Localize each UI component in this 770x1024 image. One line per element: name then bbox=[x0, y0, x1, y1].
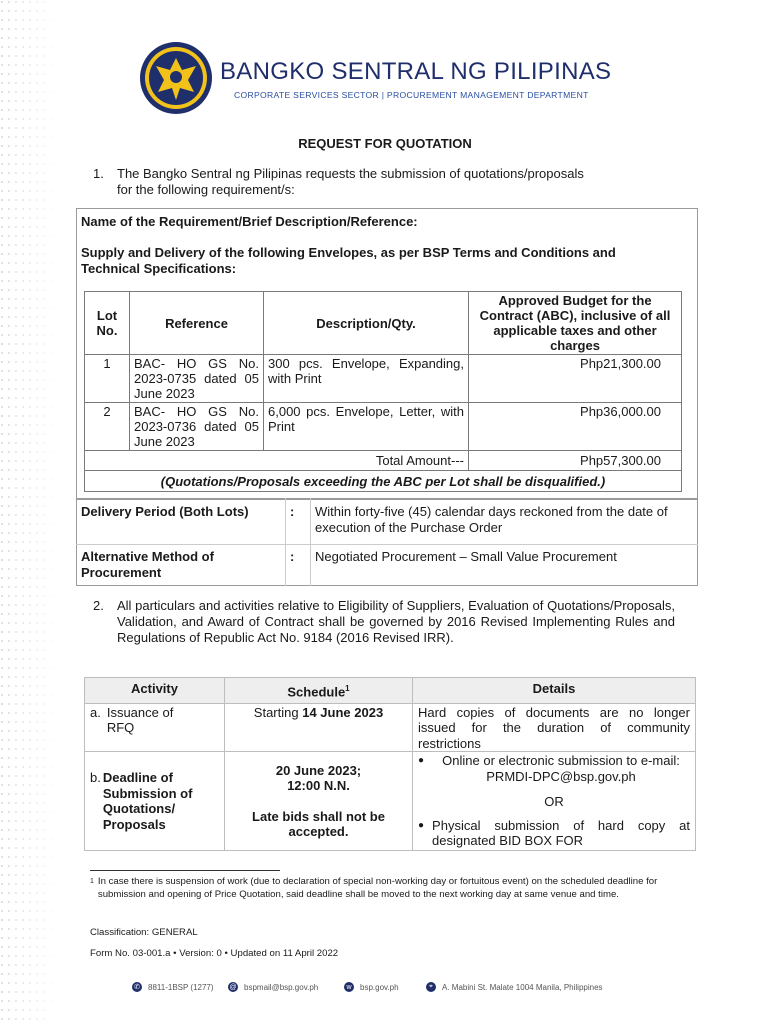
activity-cell bbox=[85, 752, 225, 851]
footer-web-text[interactable]: bsp.gov.ph bbox=[360, 982, 399, 992]
reference-cell: BAC- HO GS No. 2023-0735 dated 05 June 2023 bbox=[130, 355, 264, 403]
lot-number: 2 bbox=[85, 403, 130, 451]
delivery-row bbox=[77, 499, 698, 545]
footer-email-text[interactable]: bspmail@bsp.gov.ph bbox=[244, 982, 319, 992]
lot-table bbox=[84, 291, 682, 492]
table-row bbox=[85, 752, 696, 851]
phone-icon: ✆ bbox=[132, 982, 142, 992]
table-row bbox=[85, 703, 696, 752]
online-submission: Online or electronic submission to e-mail: PRMDI-DPC@bsp.gov.ph bbox=[442, 753, 680, 784]
item2-number: 2. bbox=[93, 598, 104, 613]
schedule-header bbox=[85, 678, 696, 704]
note-row bbox=[85, 471, 682, 492]
bullet-icon: ● bbox=[418, 755, 425, 767]
email-icon: @ bbox=[229, 983, 237, 991]
method-value: Negotiated Procurement – Small Value Procurement bbox=[315, 549, 617, 564]
bsp-eagle-seal-icon bbox=[138, 40, 214, 116]
activity-text: Issuance of RFQ bbox=[106, 704, 174, 736]
schedule-cell bbox=[225, 703, 413, 752]
col-schedule bbox=[225, 678, 413, 704]
form-info: Form No. 03-001.a • Version: 0 • Updated on 11 April 2022 bbox=[90, 948, 339, 959]
col-activity: Activity bbox=[85, 678, 225, 704]
item1-number: 1. bbox=[93, 166, 104, 181]
footer-address-text: A. Mabini St. Malate 1004 Manila, Philippines bbox=[442, 982, 603, 992]
footnote-text: In case there is suspension of work (due to declaration of special non-working day or fortuitous event) on the scheduled deadline for submission and opening of Price Quotation, said deadline shall be moved to the next working day at same venue and time. bbox=[97, 876, 658, 900]
method-label: Alternative Method of Procurement bbox=[77, 545, 286, 586]
schedule-table bbox=[84, 677, 696, 851]
description-cell: 300 pcs. Envelope, Expanding, with Print bbox=[264, 355, 469, 403]
classification: Classification: GENERAL bbox=[90, 927, 198, 938]
footnote-ref: 1 bbox=[345, 684, 350, 693]
footer-phone-text: 8811-1BSP (1277) bbox=[148, 982, 214, 992]
activity-prefix: a. bbox=[90, 704, 101, 720]
col-description: Description/Qty. bbox=[264, 292, 469, 355]
details-cell bbox=[413, 752, 696, 851]
terms-table bbox=[76, 498, 698, 586]
total-row bbox=[85, 451, 682, 471]
supply-line1: Supply and Delivery of the following Envelopes, as per BSP Terms and Conditions and bbox=[81, 245, 616, 260]
abc-note: (Quotations/Proposals exceeding the ABC per Lot shall be disqualified.) bbox=[85, 471, 682, 492]
activity-text: Deadline of Submission of Quotations/ Proposals bbox=[102, 770, 193, 832]
description-cell: 6,000 pcs. Envelope, Letter, with Print bbox=[264, 403, 469, 451]
schedule-cell bbox=[225, 752, 413, 851]
method-colon: : bbox=[286, 545, 311, 586]
activity-cell bbox=[85, 703, 225, 752]
footer-web[interactable] bbox=[344, 982, 399, 992]
item1-line1: The Bangko Sentral ng Pilipinas requests the submission of quotations/proposals bbox=[117, 166, 584, 181]
deadline-date: 20 June 2023; bbox=[275, 762, 362, 778]
reference-cell: BAC- HO GS No. 2023-0736 dated 05 June 2023 bbox=[130, 403, 264, 451]
abc-cell: Php21,300.00 bbox=[469, 355, 682, 403]
decorative-dot-pattern bbox=[0, 0, 60, 1024]
footer-email[interactable] bbox=[228, 982, 318, 992]
col-abc: Approved Budget for the Contract (ABC), inclusive of all applicable taxes and other charges bbox=[469, 292, 682, 355]
abc-cell: Php36,000.00 bbox=[469, 403, 682, 451]
total-value: Php57,300.00 bbox=[469, 451, 682, 471]
table-row bbox=[85, 355, 682, 403]
org-name: BANGKO SENTRAL NG PILIPINAS bbox=[220, 58, 612, 85]
page-title: REQUEST FOR QUOTATION bbox=[298, 136, 472, 151]
col-details: Details bbox=[413, 678, 696, 704]
supply-line2: Technical Specifications: bbox=[81, 261, 237, 276]
schedule-date: 14 June 2023 bbox=[302, 704, 384, 720]
location-icon: ⌖ bbox=[426, 982, 436, 992]
delivery-colon: : bbox=[286, 499, 311, 545]
details-cell: Hard copies of documents are no longer issued for the duration of community restrictions bbox=[413, 703, 696, 752]
method-row bbox=[77, 545, 698, 586]
footnote bbox=[90, 876, 682, 901]
deadline-time: 12:00 N.N. bbox=[287, 778, 350, 794]
web-icon: w bbox=[344, 982, 354, 992]
delivery-label: Delivery Period (Both Lots) bbox=[77, 499, 286, 545]
org-subtitle: CORPORATE SERVICES SECTOR | PROCUREMENT MANAGEMENT DEPARTMENT bbox=[234, 90, 589, 100]
table-row bbox=[85, 403, 682, 451]
item2-text: All particulars and activities relative to Eligibility of Suppliers, Evaluation of Quotations/Proposals, Validation, and Award of Contract shall be governed by 2016 Revised Implementing Rules and Regulations of Republic Act No. 9184 (2016 Revised IRR). bbox=[117, 598, 675, 645]
col-reference: Reference bbox=[130, 292, 264, 355]
total-label: Total Amount--- bbox=[85, 451, 469, 471]
or-separator: OR bbox=[544, 794, 564, 810]
bullet-icon: ● bbox=[418, 819, 425, 831]
lot-table-header bbox=[85, 292, 682, 355]
activity-prefix: b. bbox=[90, 770, 101, 786]
requirement-name-label: Name of the Requirement/Brief Description/Reference: bbox=[81, 214, 418, 229]
delivery-value: Within forty-five (45) calendar days reckoned from the date of execution of the Purchase Order bbox=[311, 499, 698, 545]
late-bids-note: Late bids shall not be accepted. bbox=[252, 808, 385, 840]
col-lot: Lot No. bbox=[85, 292, 130, 355]
col-schedule-label: Schedule bbox=[287, 684, 346, 700]
lot-number: 1 bbox=[85, 355, 130, 403]
footer-phone bbox=[132, 982, 214, 992]
footnote-divider bbox=[90, 870, 280, 871]
item1-text bbox=[117, 166, 584, 198]
physical-submission: Physical submission of hard copy at designated BID BOX FOR bbox=[432, 817, 690, 849]
item1-line2: for the following requirement/s: bbox=[117, 182, 295, 197]
footnote-marker: 1 bbox=[90, 878, 94, 885]
supply-description bbox=[81, 245, 616, 277]
schedule-prefix: Starting bbox=[253, 704, 299, 720]
footer-address bbox=[426, 982, 603, 992]
